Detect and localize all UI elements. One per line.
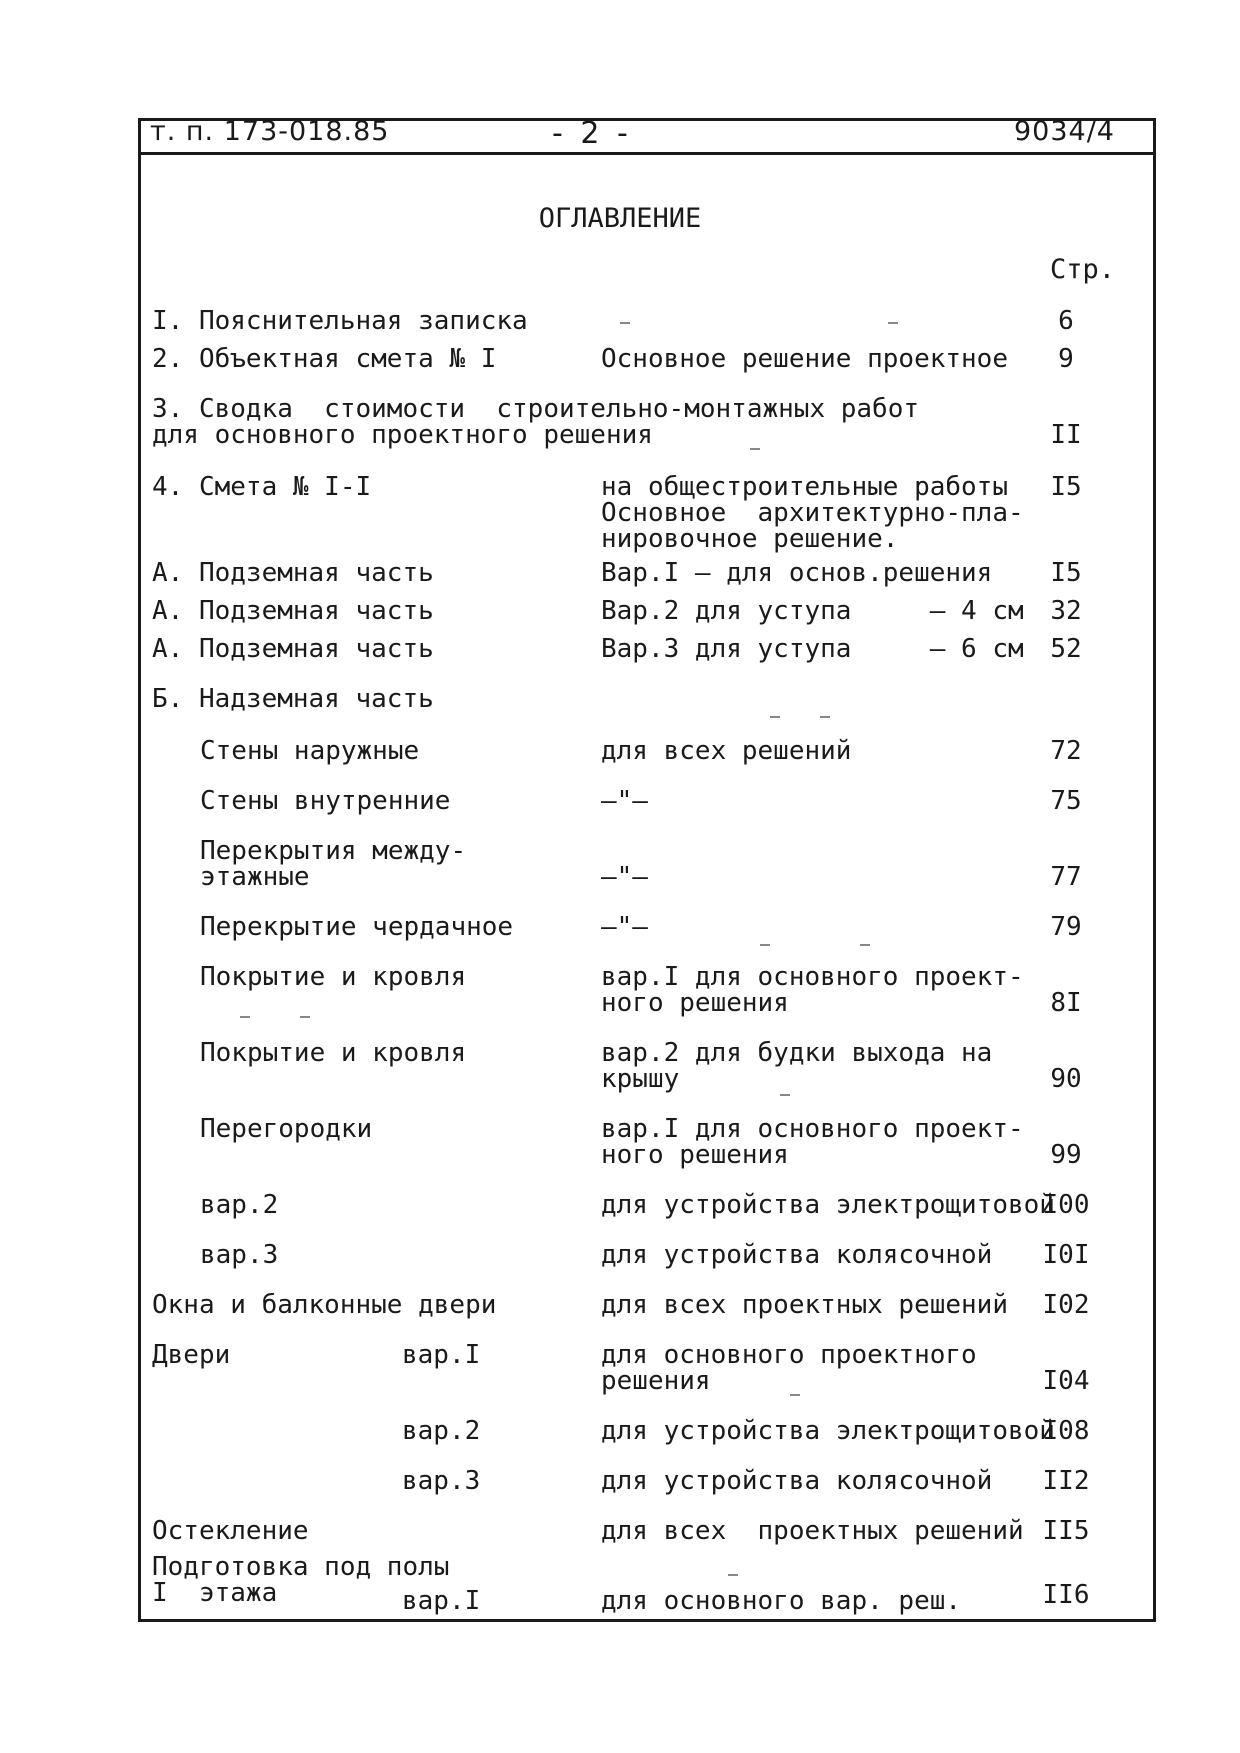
- toc-description-continued: ного решения: [601, 988, 789, 1018]
- toc-label-continued: I этажа: [152, 1578, 278, 1608]
- toc-description: вар.I для основного проект-: [601, 962, 1024, 992]
- toc-label: А. Подземная часть: [152, 634, 434, 664]
- page-title: ОГЛАВЛЕНИЕ: [538, 203, 702, 234]
- toc-variant: вар.2: [402, 1416, 481, 1446]
- toc-description: для устройства электрощитовой: [601, 1190, 1055, 1220]
- scan-speck: [728, 1574, 738, 1576]
- toc-description: –"–: [601, 862, 648, 892]
- toc-description-continued: ного решения: [601, 1140, 789, 1170]
- toc-label: Покрытие и кровля: [200, 962, 467, 992]
- toc-description: Вар.3 для уступа – 6 см: [601, 634, 1024, 664]
- toc-label-continued: этажные: [200, 862, 310, 892]
- toc-description: для устройства электрощитовой: [601, 1416, 1055, 1446]
- toc-description: вар.2 для будки выхода на: [601, 1038, 993, 1068]
- toc-description-continued: крышу: [601, 1064, 680, 1094]
- toc-label: Стены наружные: [200, 736, 420, 766]
- header-divider: [138, 152, 1153, 155]
- toc-description: для устройства колясочной: [601, 1466, 993, 1496]
- toc-label: А. Подземная часть: [152, 558, 434, 588]
- document-code: т. п. 173-018.85: [150, 116, 390, 147]
- toc-label: 2. Объектная смета № I: [152, 344, 497, 374]
- toc-label: Перекрытие чердачное: [200, 912, 514, 942]
- toc-label: Подготовка под полы: [152, 1552, 450, 1582]
- scan-speck: [780, 1094, 790, 1096]
- toc-label: Окна и балконные двери: [152, 1290, 497, 1320]
- toc-description: для всех решений: [601, 736, 852, 766]
- toc-description: –"–: [601, 786, 648, 816]
- toc-description: для основного проектного: [601, 1340, 977, 1370]
- toc-variant: вар.I: [402, 1340, 481, 1370]
- toc-label: Перегородки: [200, 1114, 373, 1144]
- toc-label: вар.3: [200, 1240, 279, 1270]
- toc-label: Двери: [152, 1340, 231, 1370]
- toc-label-continued: для основного проектного решения: [152, 420, 653, 450]
- scan-speck: [620, 322, 630, 324]
- scan-speck: [790, 1394, 800, 1396]
- scan-speck: [770, 716, 780, 718]
- toc-description: вар.I для основного проект-: [601, 1114, 1024, 1144]
- scan-speck: [860, 944, 870, 946]
- toc-variant: вар.I: [402, 1586, 481, 1616]
- scan-speck: [240, 1016, 250, 1018]
- scan-speck: [750, 448, 760, 450]
- page-number: - 2 -: [552, 116, 632, 151]
- scan-speck: [760, 944, 770, 946]
- toc-description-continued: решения: [601, 1366, 711, 1396]
- toc-variant: вар.3: [402, 1466, 481, 1496]
- toc-label: I. Пояснительная записка: [152, 306, 528, 336]
- scan-speck: [888, 322, 898, 324]
- toc-description: для основного вар. реш.: [601, 1586, 962, 1616]
- toc-label: Перекрытия между-: [200, 836, 467, 866]
- scan-speck: [300, 1016, 310, 1018]
- toc-description: для всех проектных решений: [601, 1516, 1024, 1546]
- toc-label: Стены внутренние: [200, 786, 451, 816]
- toc-description: на общестроительные работы: [601, 472, 1008, 502]
- page-column-header: Стр.: [1050, 254, 1116, 285]
- toc-label: 3. Сводка стоимости строительно-монтажных работ: [152, 394, 920, 424]
- toc-description: для всех проектных решений: [601, 1290, 1008, 1320]
- toc-label: А. Подземная часть: [152, 596, 434, 626]
- toc-description: Вар.I – для основ.решения: [601, 558, 993, 588]
- toc-description: Вар.2 для уступа – 4 см: [601, 596, 1024, 626]
- toc-label: вар.2: [200, 1190, 279, 1220]
- toc-label: 4. Смета № I-I: [152, 472, 372, 502]
- toc-description: для устройства колясочной: [601, 1240, 993, 1270]
- toc-description-continued: нировочное решение.: [601, 524, 899, 554]
- toc-label: Покрытие и кровля: [200, 1038, 467, 1068]
- scan-speck: [820, 716, 830, 718]
- toc-label: Б. Надземная часть: [152, 684, 434, 714]
- toc-description: Основное решение проектное: [601, 344, 1008, 374]
- toc-label: Остекление: [152, 1516, 309, 1546]
- toc-description-continued: Основное архитектурно-пла-: [601, 498, 1024, 528]
- toc-description: –"–: [601, 912, 648, 942]
- document-number: 9034/4: [1014, 116, 1115, 147]
